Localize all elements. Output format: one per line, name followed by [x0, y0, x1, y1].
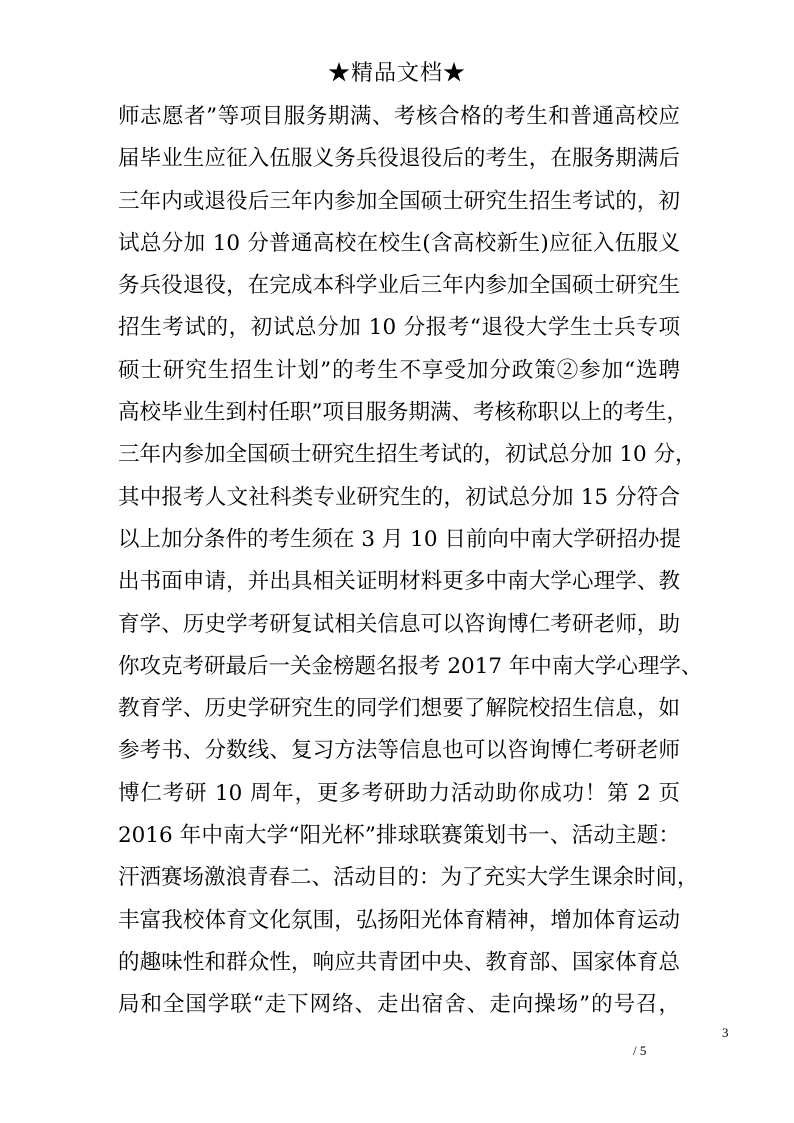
- body-line: 务兵役退役，在完成本科学业后三年内参加全国硕士研究生: [118, 273, 680, 299]
- body-line: 届毕业生应征入伍服义务兵役退役后的考生，在服务期满后: [118, 146, 680, 172]
- page-number: 3: [722, 1025, 729, 1040]
- body-line: 以上加分条件的考生须在 3 月 10 日前向中南大学研招办提: [118, 526, 681, 552]
- body-line: 局和全国学联“走下网络、走出宿舍、走向操场”的号召，: [118, 992, 680, 1018]
- body-line: 三年内参加全国硕士研究生招生考试的，初试总分加 10 分，: [118, 442, 697, 468]
- body-line: 丰富我校体育文化氛围，弘扬阳光体育精神，增加体育运动: [118, 907, 680, 933]
- body-line: 汗洒赛场激浪青春二、活动目的：为了充实大学生课余时间，: [118, 865, 699, 891]
- body-line: 三年内或退役后三年内参加全国硕士研究生招生考试的，初: [118, 188, 680, 214]
- body-line: 参考书、分数线、复习方法等信息也可以咨询博仁考研老师: [118, 738, 680, 764]
- body-line: 试总分加 10 分普通高校在校生(含高校新生)应征入伍服义: [118, 230, 680, 256]
- body-line: 2016 年中南大学“阳光杯”排球联赛策划书一、活动主题：: [118, 823, 680, 849]
- body-line: 你攻克考研最后一关金榜题名报考 2017 年中南大学心理学、: [118, 653, 703, 679]
- body-line: 师志愿者”等项目服务期满、考核合格的考生和普通高校应: [118, 104, 680, 129]
- body-line: 教育学、历史学研究生的同学们想要了解院校招生信息，如: [118, 696, 680, 722]
- body-line: 招生考试的，初试总分加 10 分报考“退役大学生士兵专项: [118, 315, 680, 341]
- body-line: 其中报考人文社科类专业研究生的，初试总分加 15 分符合: [118, 484, 680, 510]
- body-line: 育学、历史学考研复试相关信息可以咨询博仁考研老师，助: [118, 611, 680, 637]
- body-line: 高校毕业生到村任职”项目服务期满、考核称职以上的考生，: [118, 400, 688, 426]
- document-header-title: ★精品文档★: [327, 61, 466, 86]
- body-line: 硕士研究生招生计划”的考生不享受加分政策②参加“选聘: [118, 357, 680, 383]
- document-body: [118, 96, 703, 1027]
- page-total-footer: / 5: [633, 1043, 647, 1058]
- body-line: 博仁考研 10 周年，更多考研助力活动助你成功！第 2 页: [118, 780, 680, 806]
- body-line: 的趣味性和群众性，响应共青团中央、教育部、国家体育总: [118, 949, 680, 975]
- body-line: 出书面申请，并出具相关证明材料更多中南大学心理学、教: [118, 569, 680, 595]
